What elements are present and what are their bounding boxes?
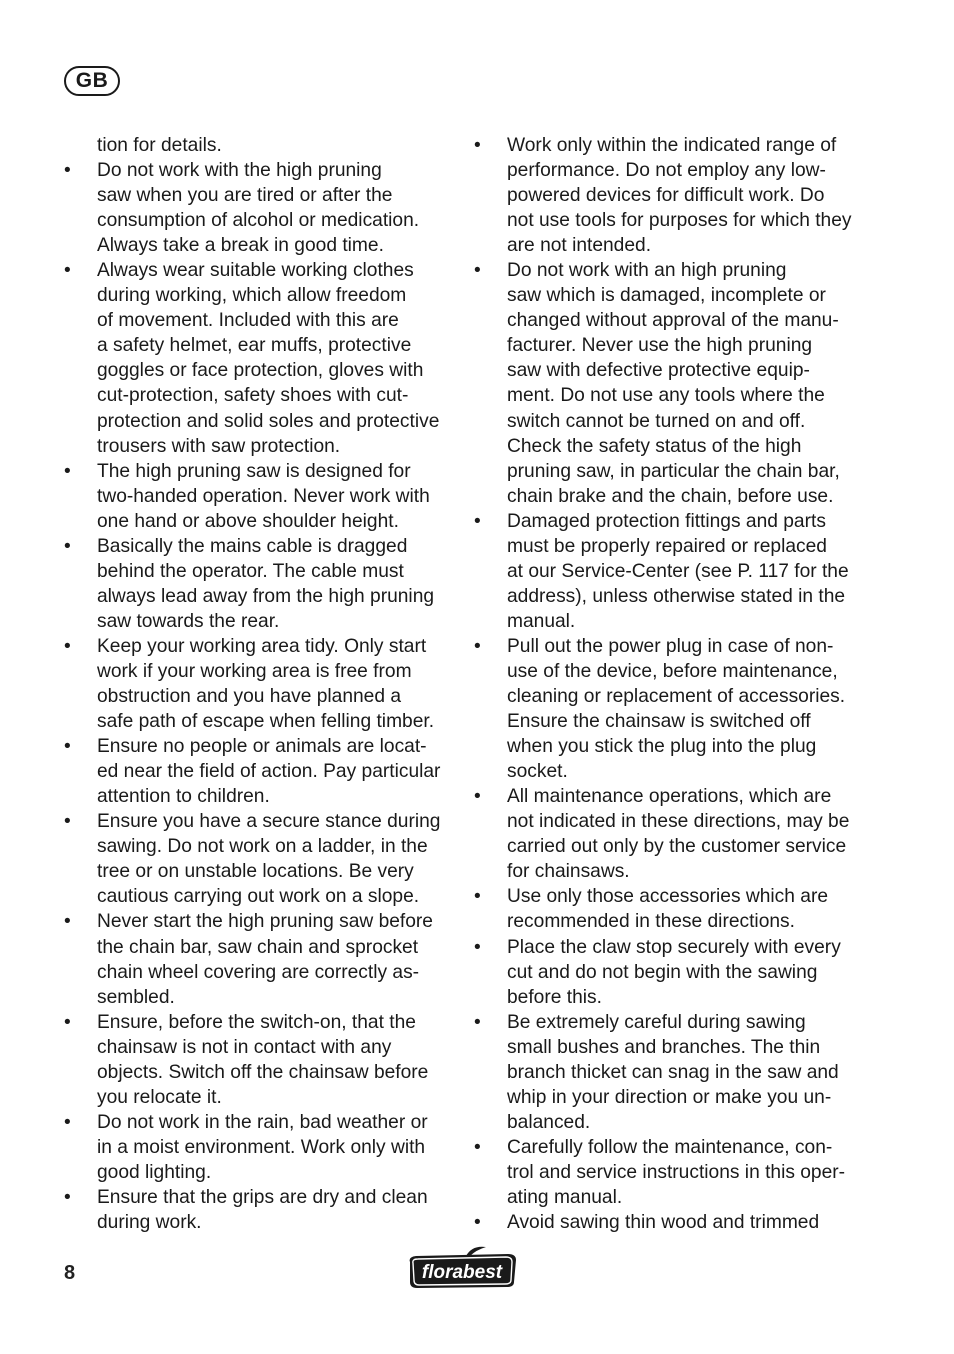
- list-item: [470, 1010, 862, 1135]
- list-item-line: [60, 734, 452, 759]
- list-item-line: [60, 634, 452, 659]
- list-item-line: [470, 734, 862, 759]
- list-item-text: Ensure, before the switch-on, that the: [97, 1011, 416, 1033]
- list-item-line: [60, 208, 452, 233]
- list-item-text: recommended in these directions.: [507, 911, 795, 933]
- list-item-text: work if your working area is free from: [97, 660, 412, 682]
- list-item-line: [470, 1060, 862, 1085]
- list-item-text: powered devices for difficult work. Do: [507, 185, 825, 207]
- list-item-line: [60, 409, 452, 434]
- list-item: [60, 534, 452, 634]
- page-number: 8: [64, 1262, 76, 1284]
- list-item-text: saw when you are tired or after the: [97, 185, 393, 207]
- list-item-text: obstruction and you have planned a: [97, 686, 402, 708]
- bullet-marker: •: [474, 936, 481, 958]
- list-item-line: [60, 809, 452, 834]
- list-item-text: facturer. Never use the high pruning: [507, 335, 813, 357]
- list-item-text: sawing. Do not work on a ladder, in the: [97, 836, 428, 858]
- list-item-text: tion for details.: [97, 135, 222, 156]
- list-item-text: pruning saw, in particular the chain bar,: [507, 460, 840, 482]
- list-item-line: [470, 709, 862, 734]
- list-item-line: [470, 333, 862, 358]
- list-item-text: are not intended.: [507, 235, 652, 257]
- list-item-line: [470, 509, 862, 534]
- list-item-line: [470, 1085, 862, 1110]
- list-item-text: goggles or face protection, gloves with: [97, 360, 424, 382]
- list-item-line: [470, 133, 862, 158]
- list-item-text: Do not work with an high pruning: [507, 260, 787, 282]
- list-item-line: [470, 1185, 862, 1210]
- list-item-text: Do not work in the rain, bad weather or: [97, 1111, 428, 1133]
- list-item-text: saw towards the rear.: [97, 610, 280, 632]
- list-item: [60, 1185, 452, 1235]
- list-item-line: [60, 884, 452, 909]
- list-item-text: for chainsaws.: [507, 861, 630, 883]
- list-item-line: [470, 884, 862, 909]
- language-code: GB: [75, 69, 109, 92]
- list-item-line: [470, 409, 862, 434]
- list-item-line: [470, 784, 862, 809]
- list-item: [470, 784, 862, 884]
- list-item-line: [60, 158, 452, 183]
- language-badge: [64, 66, 120, 96]
- bullet-marker: •: [474, 1011, 481, 1033]
- list-item-text: always lead away from the high pruning: [97, 585, 435, 607]
- list-item-text: Damaged protection fittings and parts: [507, 510, 826, 532]
- list-item-line: [470, 935, 862, 960]
- bullet-marker: •: [474, 635, 481, 657]
- list-item-text: branch thicket can snag in the saw and: [507, 1061, 839, 1083]
- list-item-text: Pull out the power plug in case of non-: [507, 635, 834, 657]
- list-item-text: chain wheel covering are correctly as-: [97, 961, 420, 983]
- list-item-text: trol and service instructions in this oper-: [507, 1161, 846, 1183]
- list-item-text: Work only within the indicated range of: [507, 135, 837, 156]
- list-item-line: [470, 659, 862, 684]
- list-item-line: [60, 1160, 452, 1185]
- list-item-text: safe path of escape when felling timber.: [97, 711, 435, 733]
- list-item-line: [470, 960, 862, 985]
- list-item-line: [60, 183, 452, 208]
- list-item-line: [60, 1135, 452, 1160]
- list-item: [60, 1110, 452, 1185]
- list-item-text: Ensure the chainsaw is switched off: [507, 711, 811, 733]
- list-item-text: Use only those accessories which are: [507, 886, 829, 908]
- list-item-text: Basically the mains cable is dragged: [97, 535, 408, 557]
- list-item-text: saw which is damaged, incomplete or: [507, 285, 826, 307]
- list-item-text: Place the claw stop securely with every: [507, 936, 841, 958]
- list-item-line: [470, 233, 862, 258]
- right-column: [470, 133, 862, 1235]
- list-item: [470, 1135, 862, 1210]
- list-item-text: Ensure you have a secure stance during: [97, 811, 441, 833]
- list-item-text: Never start the high pruning saw before: [97, 911, 433, 933]
- list-item-line: [470, 1010, 862, 1035]
- bullet-marker: •: [64, 535, 71, 557]
- bullet-marker: •: [474, 1136, 481, 1158]
- list-item-text: not indicated in these directions, may be: [507, 811, 850, 833]
- list-item-text: during working, which allow freedom: [97, 285, 407, 307]
- list-item-text: Check the safety status of the high: [507, 435, 802, 457]
- list-item-text: ed near the field of action. Pay particular: [97, 761, 441, 783]
- list-item: [470, 1210, 862, 1235]
- list-item-text: use of the device, before maintenance,: [507, 660, 838, 682]
- list-item-text: All maintenance operations, which are: [507, 786, 832, 808]
- bullet-marker: •: [474, 510, 481, 532]
- list-item-line: [470, 634, 862, 659]
- list-item-line: [470, 559, 862, 584]
- list-item-line: [470, 358, 862, 383]
- list-item-line: [60, 985, 452, 1010]
- bullet-marker: •: [64, 1011, 71, 1033]
- list-item: [60, 734, 452, 809]
- list-item-line: [60, 434, 452, 459]
- list-item-text: balanced.: [507, 1111, 591, 1133]
- list-item-line: [470, 1160, 862, 1185]
- list-item-text: sembled.: [97, 986, 175, 1008]
- list-item: [60, 809, 452, 909]
- list-item-line: [60, 283, 452, 308]
- list-item-line: [470, 1110, 862, 1135]
- bullet-marker: •: [474, 260, 481, 282]
- list-item-text: at our Service-Center (see P. 117 for the: [507, 560, 849, 582]
- list-item-text: Always take a break in good time.: [97, 235, 384, 257]
- list-item: [470, 884, 862, 934]
- list-item-line: [60, 584, 452, 609]
- list-item-line: [60, 784, 452, 809]
- list-item-line: [60, 960, 452, 985]
- list-item-line: [60, 233, 452, 258]
- list-item-text: carried out only by the customer service: [507, 836, 847, 858]
- list-item-text: before this.: [507, 986, 602, 1008]
- list-item: [470, 509, 862, 634]
- list-item-text: of movement. Included with this are: [97, 310, 399, 332]
- list-item-text: Keep your working area tidy. Only start: [97, 635, 427, 657]
- list-item-text: Be extremely careful during sawing: [507, 1011, 806, 1033]
- list-item-line: [60, 759, 452, 784]
- list-item-line: [60, 1110, 452, 1135]
- list-item-line: [470, 383, 862, 408]
- list-item-line: [60, 834, 452, 859]
- list-item-line: [470, 308, 862, 333]
- list-item-line: [60, 484, 452, 509]
- list-item-line: [60, 935, 452, 960]
- bullet-marker: •: [64, 911, 71, 933]
- list-item-line: [60, 709, 452, 734]
- list-item-line: [60, 258, 452, 283]
- list-item-text: in a moist environment. Work only with: [97, 1136, 426, 1158]
- list-item-line: [470, 534, 862, 559]
- list-item-text: chain brake and the chain, before use.: [507, 485, 834, 507]
- list-item-text: changed without approval of the manu-: [507, 310, 839, 332]
- list-item-line: [470, 208, 862, 233]
- left-column: [60, 133, 452, 1235]
- list-item: [60, 634, 452, 734]
- list-item-line: [60, 1035, 452, 1060]
- list-item-line: [60, 1010, 452, 1035]
- bullet-marker: •: [64, 160, 71, 182]
- list-item-text: the chain bar, saw chain and sprocket: [97, 936, 419, 958]
- list-item-line: [60, 509, 452, 534]
- bullet-marker: •: [474, 135, 481, 156]
- bullet-marker: •: [64, 1111, 71, 1133]
- list-item-text: trousers with saw protection.: [97, 435, 341, 457]
- list-item: [60, 909, 452, 1009]
- list-item-line: [60, 1210, 452, 1235]
- list-item-text: two-handed operation. Never work with: [97, 485, 430, 507]
- list-item-line: [470, 859, 862, 884]
- list-item-text: during work.: [97, 1212, 202, 1234]
- list-item-line: [470, 759, 862, 784]
- list-item-text: when you stick the plug into the plug: [507, 736, 817, 758]
- list-item-text: attention to children.: [97, 786, 270, 808]
- list-item-text: switch cannot be turned on and off.: [507, 410, 806, 432]
- list-item-line: [60, 559, 452, 584]
- list-item-text: cautious carrying out work on a slope.: [97, 886, 420, 908]
- bullet-marker: •: [64, 635, 71, 657]
- list-item-line: [470, 434, 862, 459]
- list-item-text: a safety helmet, ear muffs, protective: [97, 335, 412, 357]
- list-item-line: [60, 133, 452, 158]
- list-item: [470, 935, 862, 1010]
- list-item-text: objects. Switch off the chainsaw before: [97, 1061, 429, 1083]
- list-item-line: [470, 985, 862, 1010]
- bullet-marker: •: [474, 1212, 481, 1234]
- list-item: [470, 634, 862, 784]
- list-item-text: The high pruning saw is designed for: [97, 460, 411, 482]
- list-item-text: Avoid sawing thin wood and trimmed: [507, 1212, 820, 1234]
- list-item: [470, 133, 862, 258]
- list-item-text: Ensure that the grips are dry and clean: [97, 1186, 428, 1208]
- list-item-line: [470, 834, 862, 859]
- list-item-text: address), unless otherwise stated in the: [507, 585, 846, 607]
- bullet-marker: •: [64, 260, 71, 282]
- bullet-marker: •: [64, 460, 71, 482]
- list-item-line: [60, 1185, 452, 1210]
- list-item-line: [60, 534, 452, 559]
- list-item: [470, 258, 862, 508]
- list-item-line: [470, 459, 862, 484]
- list-item-text: behind the operator. The cable must: [97, 560, 404, 582]
- list-item-text: protection and solid soles and protective: [97, 410, 440, 432]
- florabest-logo-text: florabest: [421, 1262, 503, 1283]
- list-item-text: tree or on unstable locations. Be very: [97, 861, 414, 883]
- list-item-line: [60, 333, 452, 358]
- list-item: [60, 459, 452, 534]
- list-item-text: chainsaw is not in contact with any: [97, 1036, 392, 1058]
- list-item-text: consumption of alcohol or medication.: [97, 210, 420, 232]
- list-item: [60, 1010, 452, 1110]
- list-item-line: [470, 584, 862, 609]
- list-item-text: ating manual.: [507, 1186, 623, 1208]
- list-item: [60, 258, 452, 458]
- list-item-text: Always wear suitable working clothes: [97, 260, 414, 282]
- bullet-marker: •: [474, 886, 481, 908]
- list-item-text: whip in your direction or make you un-: [507, 1086, 832, 1108]
- florabest-logo: [404, 1244, 520, 1290]
- list-item-line: [470, 258, 862, 283]
- list-item-line: [60, 1085, 452, 1110]
- list-item-line: [470, 684, 862, 709]
- list-item-text: small bushes and branches. The thin: [507, 1036, 821, 1058]
- list-item-line: [470, 609, 862, 634]
- bullet-marker: •: [64, 811, 71, 833]
- list-item-line: [470, 1035, 862, 1060]
- list-item-text: saw with defective protective equip-: [507, 360, 810, 382]
- list-item-line: [60, 609, 452, 634]
- list-item-line: [470, 283, 862, 308]
- list-item-text: one hand or above shoulder height.: [97, 510, 399, 532]
- bullet-marker: •: [474, 786, 481, 808]
- list-item-text: Carefully follow the maintenance, con-: [507, 1136, 833, 1158]
- list-item-text: socket.: [507, 761, 568, 783]
- list-item-line: [60, 659, 452, 684]
- list-item-text: not use tools for purposes for which they: [507, 210, 852, 232]
- list-item-text: cleaning or replacement of accessories.: [507, 686, 846, 708]
- list-item-line: [470, 909, 862, 934]
- list-item-text: you relocate it.: [97, 1086, 222, 1108]
- list-item-line: [60, 383, 452, 408]
- list-item-line: [60, 684, 452, 709]
- list-item: [60, 133, 452, 158]
- list-item-text: performance. Do not employ any low-: [507, 160, 826, 182]
- list-item: [60, 158, 452, 258]
- list-item-text: manual.: [507, 610, 576, 632]
- list-item-line: [60, 859, 452, 884]
- list-item-line: [470, 1210, 862, 1235]
- list-item-line: [470, 183, 862, 208]
- list-item-line: [60, 358, 452, 383]
- bullet-marker: •: [64, 1186, 71, 1208]
- bullet-marker: •: [64, 736, 71, 758]
- list-item-text: must be properly repaired or replaced: [507, 535, 827, 557]
- list-item-text: ment. Do not use any tools where the: [507, 385, 825, 407]
- list-item-text: good lighting.: [97, 1161, 212, 1183]
- list-item-text: Ensure no people or animals are locat-: [97, 736, 427, 758]
- list-item-line: [470, 484, 862, 509]
- list-item-line: [60, 308, 452, 333]
- list-item-text: cut and do not begin with the sawing: [507, 961, 818, 983]
- list-item-line: [60, 459, 452, 484]
- list-item-text: Do not work with the high pruning: [97, 160, 382, 182]
- list-item-line: [60, 909, 452, 934]
- list-item-line: [470, 809, 862, 834]
- list-item-text: cut-protection, safety shoes with cut-: [97, 385, 409, 407]
- list-item-line: [60, 1060, 452, 1085]
- list-item-line: [470, 1135, 862, 1160]
- list-item-line: [470, 158, 862, 183]
